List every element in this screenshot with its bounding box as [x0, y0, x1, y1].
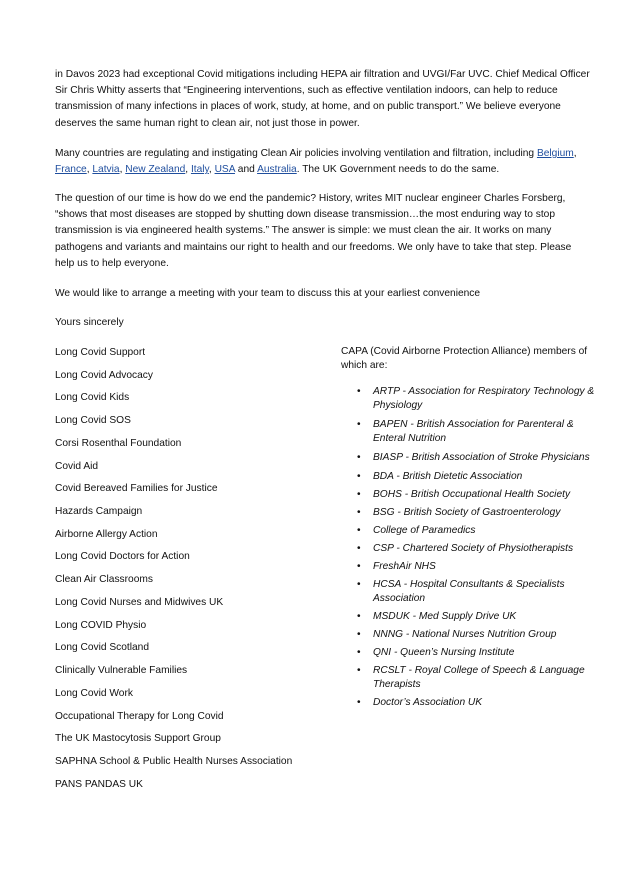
capa-member: • Doctor’s Association UK	[373, 696, 596, 710]
signatory-item: Long Covid Scotland	[55, 642, 150, 654]
signatory-item: Long Covid Doctors for Action	[55, 551, 190, 563]
paragraph-meeting-request: We would like to arrange a meeting with your team to discuss this at your earliest convenience	[55, 288, 481, 299]
signatory-item: Corsi Rosenthal Foundation	[55, 437, 182, 449]
capa-member: • RCSLT - Royal College of Speech & Language Therapists	[373, 664, 596, 692]
countries-end: . The UK Government needs to do the same.	[296, 164, 500, 176]
link-italy[interactable]: Italy	[190, 164, 209, 176]
signatory-item: Airborne Allergy Action	[55, 528, 158, 540]
signatory-list	[55, 345, 325, 799]
capa-member: • QNI - Queen’s Nursing Institute	[373, 646, 596, 660]
signatory-item: Long COVID Physio	[55, 619, 147, 631]
signatory-item: Covid Bereaved Families for Justice	[55, 483, 218, 495]
capa-member: • BOHS - British Occupational Health Society	[373, 488, 596, 502]
signatory-item: Clinically Vulnerable Families	[55, 665, 188, 677]
capa-member: • MSDUK - Med Supply Drive UK	[373, 610, 596, 624]
signatory-item: Long Covid Nurses and Midwives UK	[55, 596, 224, 608]
paragraph-davos: in Davos 2023 had exceptional Covid mitigations including HEPA air filtration and UVGI/Far UVC. Chief Medical Officer Sir Chris Whitty asserts that “Engineering interventions, such as effective ventilation indoors, can help to reduce transmission of many infections in places of work, study, at home, and on public transport.” We believe everyone deserves the same human right to clean air, not just those in power.	[55, 69, 590, 129]
link-belgium[interactable]: Belgium	[536, 148, 574, 159]
signatory-item: Hazards Campaign	[55, 506, 143, 518]
signatory-item: Long Covid Support	[55, 347, 146, 358]
capa-member: • NNNG - National Nurses Nutrition Group	[373, 628, 596, 642]
signatory-item: Long Covid Advocacy	[55, 369, 153, 381]
capa-member: • BIASP - British Association of Stroke Physicians	[373, 451, 596, 465]
link-france[interactable]: France	[55, 164, 87, 176]
link-australia[interactable]: Australia	[257, 164, 297, 176]
signatory-item: Long Covid SOS	[55, 415, 131, 427]
signatory-item: Long Covid Kids	[55, 392, 130, 404]
paragraph-end-pandemic: The question of our time is how do we end the pandemic? History, writes MIT nuclear engineer Charles Forsberg, “shows that most diseases are stopped by shutting down disease transmission…the most enduring way to stop transmission is via engineered health systems.” The answer is simple: we must clean the air. It works on many pathogens and variants and maintains our right to health and our freedoms. We only have to take that step. Please help us to help everyone.	[55, 193, 572, 269]
capa-member: • College of Paramedics	[373, 524, 596, 538]
signatory-item: The UK Mastocytosis Support Group	[55, 733, 221, 745]
capa-member: • HCSA - Hospital Consultants & Specialists Association	[373, 578, 596, 606]
signatory-item: Occupational Therapy for Long Covid	[55, 710, 224, 722]
capa-member: • BDA - British Dietetic Association	[373, 470, 596, 484]
capa-member: • FreshAir NHS	[373, 560, 596, 574]
closing-yours-sincerely: Yours sincerely	[55, 317, 124, 328]
paragraph-clean-air-policies: Many countries are regulating and instigating Clean Air policies involving ventilation and filtration, including Belgium, France, Latvia, New Zealand, Italy, USA and Australia. The UK Government needs to do the same.	[55, 148, 577, 176]
countries-intro: Many countries are regulating and instigating Clean Air policies involving ventilation and filtration, including	[55, 148, 535, 159]
link-new-zealand[interactable]: New Zealand	[125, 164, 186, 176]
signatory-item: Long Covid Work	[55, 687, 133, 699]
capa-member: • BSG - British Society of Gastroenterology	[373, 506, 596, 520]
capa-intro: CAPA (Covid Airborne Protection Alliance) members of which are:	[341, 346, 588, 371]
signatory-item: SAPHNA School & Public Health Nurses Association	[55, 755, 293, 767]
link-latvia[interactable]: Latvia	[92, 164, 120, 176]
capa-member: • ARTP - Association for Respiratory Technology & Physiology	[373, 385, 596, 413]
link-usa[interactable]: USA	[214, 164, 235, 176]
capa-member: • BAPEN - British Association for Parenteral & Enteral Nutrition	[373, 418, 596, 446]
capa-member: • CSP - Chartered Society of Physiotherapists	[373, 542, 596, 556]
countries-and: and	[237, 164, 255, 176]
signatory-item: Covid Aid	[55, 460, 99, 472]
capa-section	[341, 345, 596, 710]
capa-member-list	[341, 385, 596, 710]
signatory-item: Clean Air Classrooms	[55, 574, 153, 586]
signatory-item: PANS PANDAS UK	[55, 778, 143, 790]
